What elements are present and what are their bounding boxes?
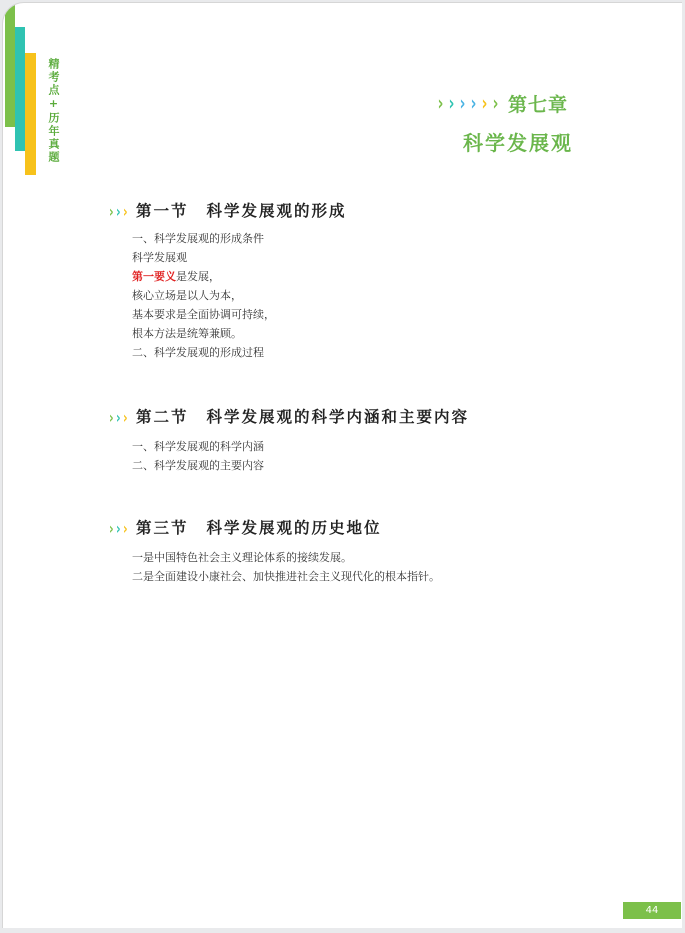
highlight-text: 第一要义 [132,270,176,283]
section-title: 科学发展观的科学内涵和主要内容 [206,408,470,426]
text-line: 一、科学发展观的形成条件 [132,232,264,245]
section-title: 科学发展观的形成 [206,202,347,220]
section-1 [108,199,347,362]
section-heading [108,199,347,223]
text-line: 根本方法是统筹兼顾。 [132,327,242,340]
section-heading [108,516,440,540]
section-title: 科学发展观的历史地位 [206,519,382,537]
text-line: 一、科学发展观的科学内涵 [132,440,264,453]
section-heading [108,405,470,429]
document-page [2,2,682,928]
side-label: 精考点+历年真题 [47,58,60,164]
section-arrows-icon: › › › [109,519,128,538]
section-3 [108,516,440,586]
page-number: 44 [623,902,681,919]
text-line: 核心立场是以人为本， [132,289,242,302]
section-number: 第一节 [136,202,189,220]
decor-bar-yellow [25,53,36,175]
chapter-number: 第七章 [508,94,569,116]
text-line: 二、科学发展观的形成过程 [132,346,264,359]
section-2 [108,405,470,475]
section-arrows-icon: › › › [109,202,128,221]
text-line: 科学发展观 [132,251,187,264]
decor-bar-teal [15,27,25,151]
text-fragment: 是发展， [176,270,220,283]
section-number: 第三节 [136,519,189,537]
chapter-arrows-icon: › › › › › › [437,91,499,115]
section-number: 第二节 [136,408,189,426]
section-arrows-icon: › › › [109,408,128,427]
text-line: 二、科学发展观的主要内容 [132,459,264,472]
decor-bar-green [5,5,15,127]
chapter-title: 科学发展观 [463,131,573,155]
text-line [132,267,275,286]
text-line: 基本要求是全面协调可持续， [132,308,275,321]
text-line: 一是中国特色社会主义理论体系的接续发展。 [132,551,352,564]
text-line: 二是全面建设小康社会、加快推进社会主义现代化的根本指针。 [132,570,440,583]
